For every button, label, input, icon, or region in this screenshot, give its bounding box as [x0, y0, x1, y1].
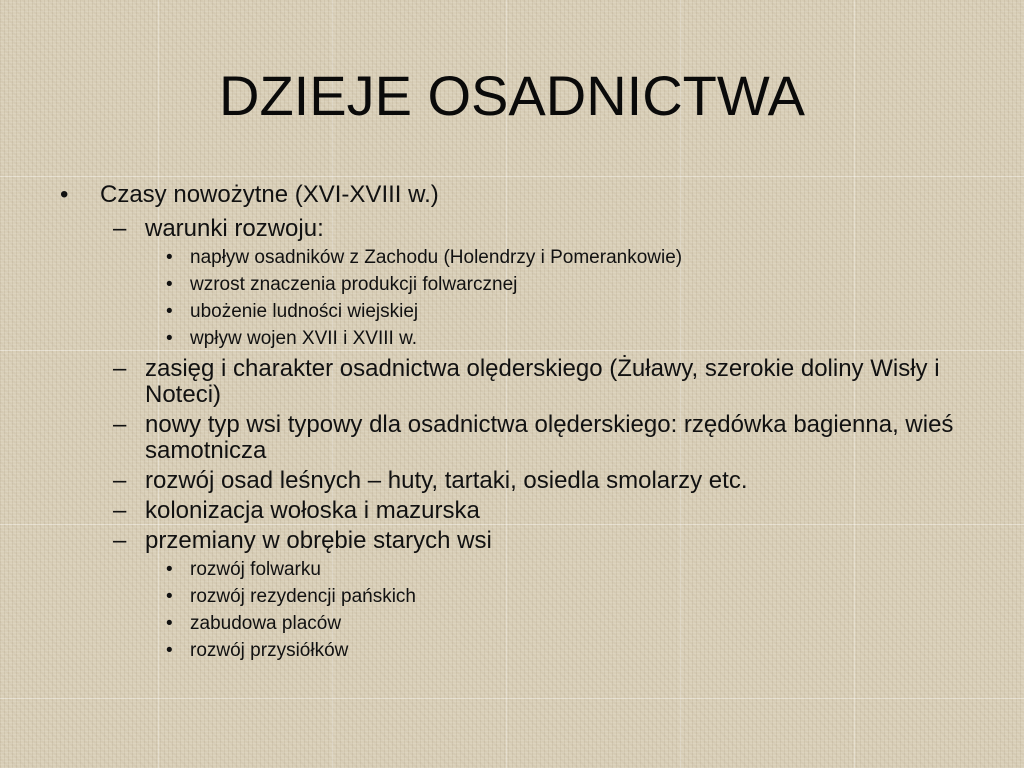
dash-text: warunki rozwoju: [145, 215, 324, 242]
sub-bullet-item [0, 246, 970, 269]
slide-title: DZIEJE OSADNICTWA [219, 64, 805, 127]
sub-bullet-marker: • [166, 586, 173, 607]
sub-bullet-text: napływ osadników z Zachodu (Holendrzy i Pomerankowie) [190, 247, 683, 268]
bullet-marker: • [60, 181, 69, 208]
dash-text: przemiany w obrębie starych wsi [145, 527, 492, 554]
grid-line [0, 176, 1024, 177]
sub-bullet-text: wpływ wojen XVII i XVIII w. [190, 328, 418, 349]
sub-bullet-item [0, 300, 970, 323]
dash-marker: – [113, 467, 127, 494]
dash-marker: – [113, 411, 127, 438]
dash-marker: – [113, 497, 127, 524]
bullet-text: Czasy nowożytne (XVI-XVIII w.) [100, 181, 439, 208]
dash-item [0, 216, 965, 242]
dash-text: nowy typ wsi typowy dla osadnictwa olęderskiego: rzędówka bagienna, wieś samotnicza [145, 411, 954, 464]
sub-bullet-marker: • [166, 613, 173, 634]
sub-bullet-text: rozwój przysiółków [190, 640, 349, 661]
sub-bullet-item [0, 612, 970, 635]
sub-bullet-marker: • [166, 247, 173, 268]
dash-item [0, 498, 965, 524]
sub-bullet-text: rozwój folwarku [190, 559, 321, 580]
dash-marker: – [113, 355, 127, 382]
dash-text: zasięg i charakter osadnictwa olęderskiego (Żuławy, szerokie doliny Wisły i Noteci) [145, 355, 940, 408]
sub-bullet-text: zabudowa placów [190, 613, 342, 634]
sub-bullet-marker: • [166, 559, 173, 580]
sub-bullet-item [0, 585, 970, 608]
dash-item [0, 468, 965, 494]
sub-bullet-text: wzrost znaczenia produkcji folwarcznej [190, 274, 518, 295]
sub-bullet-marker: • [166, 301, 173, 322]
bullet-item [0, 178, 960, 212]
dash-text: kolonizacja wołoska i mazurska [145, 497, 480, 524]
sub-bullet-marker: • [166, 274, 173, 295]
sub-bullet-text: ubożenie ludności wiejskiej [190, 301, 419, 322]
grid-line [0, 698, 1024, 699]
dash-marker: – [113, 215, 127, 242]
dash-text: rozwój osad leśnych – huty, tartaki, osiedla smolarzy etc. [145, 467, 748, 494]
sub-bullet-item [0, 273, 970, 296]
dash-marker: – [113, 527, 127, 554]
sub-bullet-item [0, 558, 970, 581]
sub-bullet-text: rozwój rezydencji pańskich [190, 586, 416, 607]
sub-bullet-item [0, 639, 970, 662]
dash-item [0, 356, 965, 408]
sub-bullet-marker: • [166, 328, 173, 349]
slide-content [0, 178, 1024, 662]
dash-item [0, 528, 965, 554]
dash-item [0, 412, 965, 464]
sub-bullet-item [0, 327, 970, 350]
sub-bullet-marker: • [166, 640, 173, 661]
